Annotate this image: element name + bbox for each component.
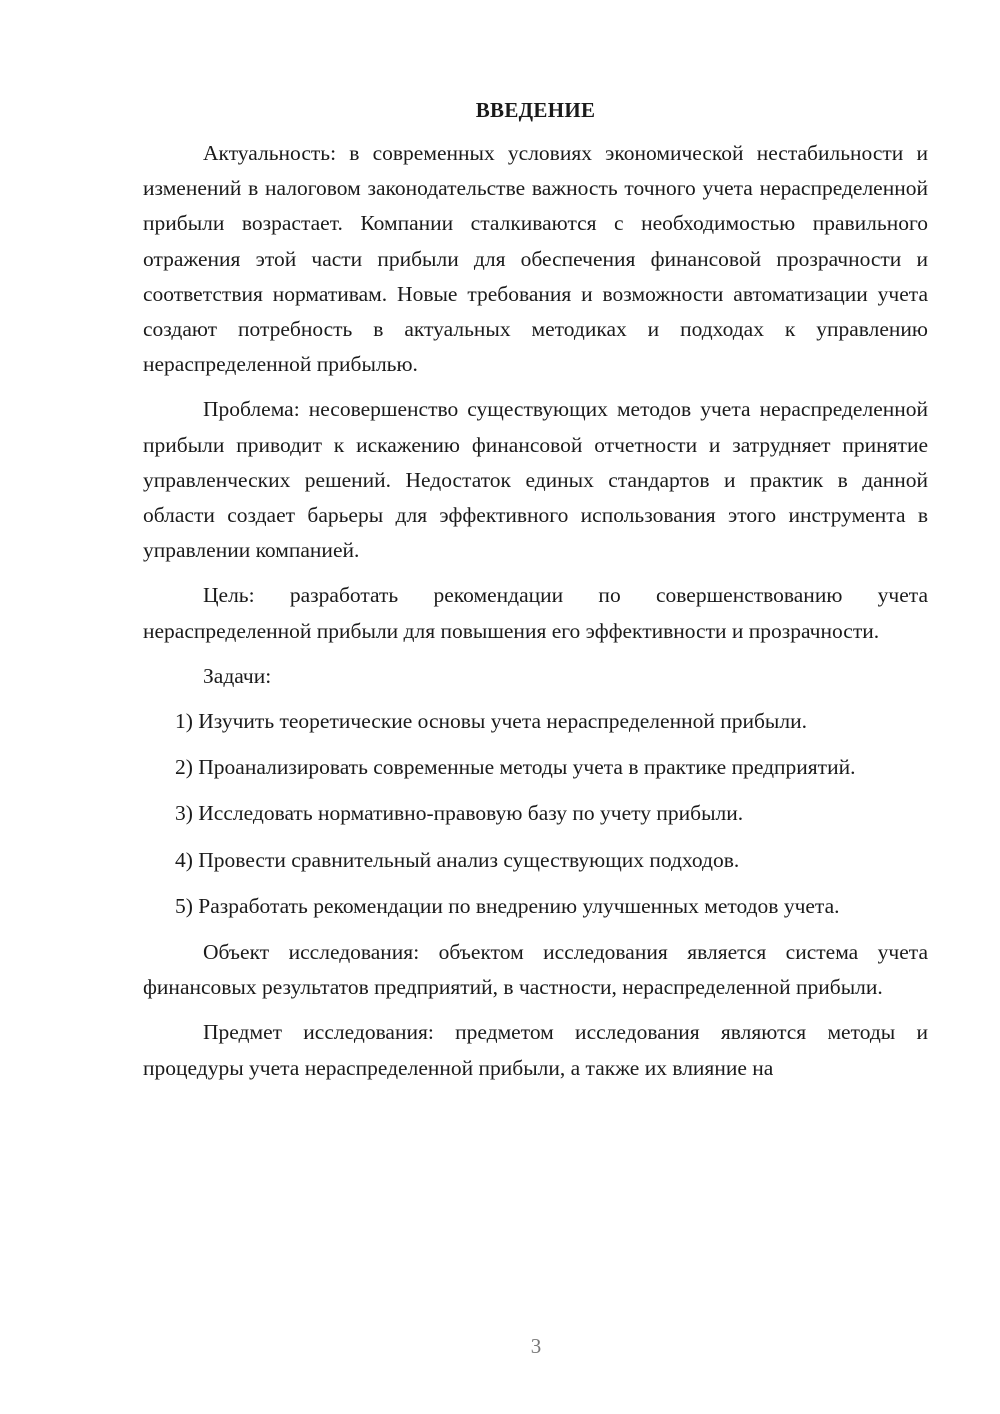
tasks-heading: Задачи: xyxy=(203,663,272,688)
task-item: 5) Разработать рекомендации по внедрению улучшенных методов учета. xyxy=(175,893,840,918)
task-item: 2) Проанализировать современные методы учета в практике предприятий. xyxy=(175,755,856,780)
task-item: 1) Изучить теоретические основы учета нераспределенной прибыли. xyxy=(175,709,807,734)
paragraph-relevance: Актуальность: в современных условиях экономической нестабильности и изменений в налоговом законодательстве важность точного учета нераспределенной прибыли возрастает. Компании сталкиваются с необходимостью правильного отражения этой части прибыли для обеспечения финансовой прозрачности и соответствия нормативам. Новые требования и возможности автоматизации учета создают потребность в актуальных методиках и подходах к управлению нераспределенной прибылью. xyxy=(143,141,928,377)
paragraph-subject: Предмет исследования: предметом исследования являются методы и процедуры учета нераспределенной прибыли, а также их влияние на xyxy=(143,1020,928,1080)
task-item: 4) Провести сравнительный анализ существующих подходов. xyxy=(175,847,740,872)
page-content xyxy=(143,96,928,1096)
paragraph-object: Объект исследования: объектом исследования является система учета финансовых результатов предприятий, в частности, нераспределенной прибыли. xyxy=(143,940,928,1000)
section-heading: ВВЕДЕНИЕ xyxy=(475,98,596,122)
task-item: 3) Исследовать нормативно-правовую базу по учету прибыли. xyxy=(175,801,744,826)
paragraph-goal: Цель: разработать рекомендации по совершенствованию учета нераспределенной прибыли для повышения его эффективности и прозрачности. xyxy=(143,583,928,643)
paragraph-problem: Проблема: несовершенство существующих методов учета нераспределенной прибыли приводит к искажению финансовой отчетности и затрудняет принятие управленческих решений. Недостаток единых стандартов и практик в данной области создает барьеры для эффективного использования этого инструмента в управлении компанией. xyxy=(143,397,928,563)
page-number: 3 xyxy=(530,1334,542,1358)
